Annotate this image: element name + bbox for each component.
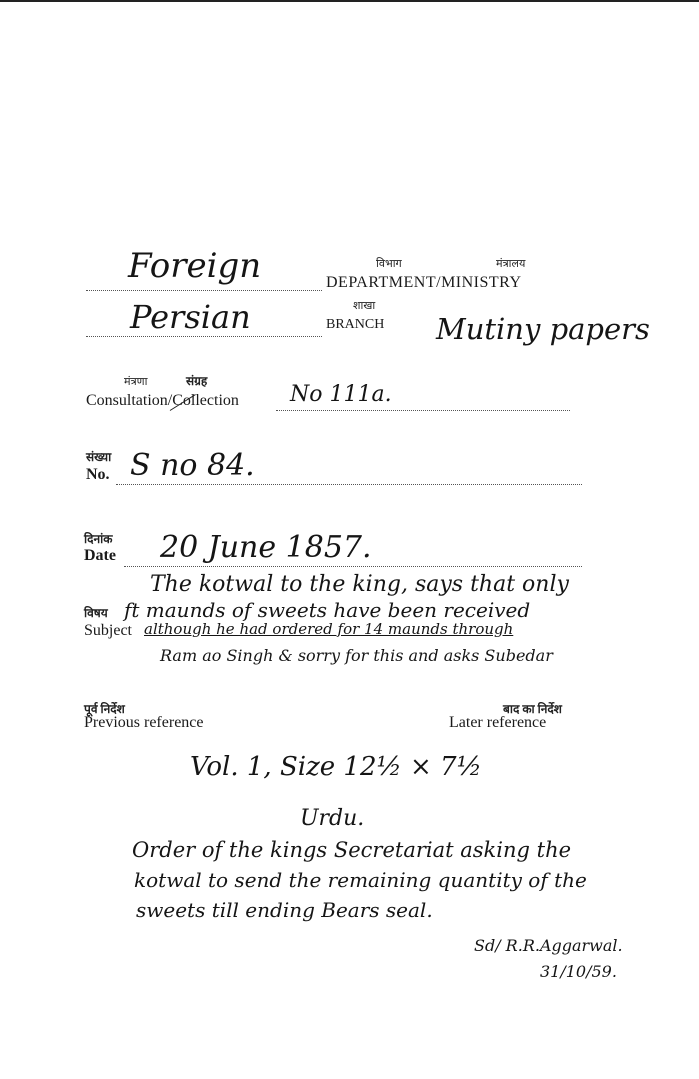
order-line-1: Order of the kings Secretariat asking the bbox=[132, 838, 572, 862]
branch-note: Mutiny papers bbox=[436, 312, 650, 346]
subject-line-3: although he had ordered for 14 maunds through bbox=[144, 620, 514, 638]
department-label-hindi: विभाग bbox=[376, 258, 402, 270]
order-line-2: kotwal to send the remaining quantity of the bbox=[134, 868, 587, 892]
collection-label-hindi: संग्रह bbox=[186, 374, 208, 388]
subject-line-2: ft maunds of sweets have been received bbox=[124, 598, 531, 622]
collection-line bbox=[276, 410, 570, 411]
ministry-label-hindi: मंत्रालय bbox=[496, 258, 526, 270]
no-label: No. bbox=[86, 466, 110, 483]
department-line bbox=[86, 290, 322, 291]
language: Urdu. bbox=[300, 806, 365, 831]
date-label: Date bbox=[84, 547, 116, 564]
previous-reference-label-hindi: पूर्व निर्देश bbox=[84, 702, 125, 716]
branch-line bbox=[86, 336, 322, 337]
branch-value: Persian bbox=[130, 298, 251, 336]
later-reference-label: Later reference bbox=[449, 714, 547, 731]
consultation-collection-label: Consultation/Collection bbox=[86, 392, 239, 409]
date-label-hindi: दिनांक bbox=[84, 532, 113, 546]
top-border-line bbox=[0, 0, 699, 2]
later-reference-label-hindi: बाद का निर्देश bbox=[503, 702, 562, 716]
subject-label-hindi: विषय bbox=[84, 606, 108, 620]
volume-size: Vol. 1, Size 12½ × 7½ bbox=[190, 752, 482, 782]
date-line bbox=[124, 566, 582, 567]
department-value: Foreign bbox=[128, 246, 262, 286]
subject-line-4: Ram ao Singh & sorry for this and asks Subedar bbox=[160, 646, 553, 665]
collection-value: No 111a. bbox=[290, 382, 392, 407]
subject-label: Subject bbox=[84, 622, 132, 639]
consultation-label-hindi: मंत्रणा bbox=[124, 376, 148, 388]
previous-reference-label: Previous reference bbox=[84, 714, 204, 731]
department-ministry-label: DEPARTMENT/MINISTRY bbox=[326, 274, 522, 291]
date-value: 20 June 1857. bbox=[160, 530, 372, 565]
branch-label: BRANCH bbox=[326, 317, 385, 332]
number-line bbox=[116, 484, 582, 485]
number-value: S no 84. bbox=[130, 448, 255, 483]
order-line-3: sweets till ending Bears seal. bbox=[136, 898, 433, 922]
branch-label-hindi: शाखा bbox=[353, 300, 376, 312]
signature: Sd/ R.R.Aggarwal. bbox=[474, 936, 623, 955]
signature-date: 31/10/59. bbox=[540, 962, 617, 981]
no-label-hindi: संख्या bbox=[86, 450, 112, 464]
subject-line-1: The kotwal to the king, says that only bbox=[150, 572, 569, 597]
